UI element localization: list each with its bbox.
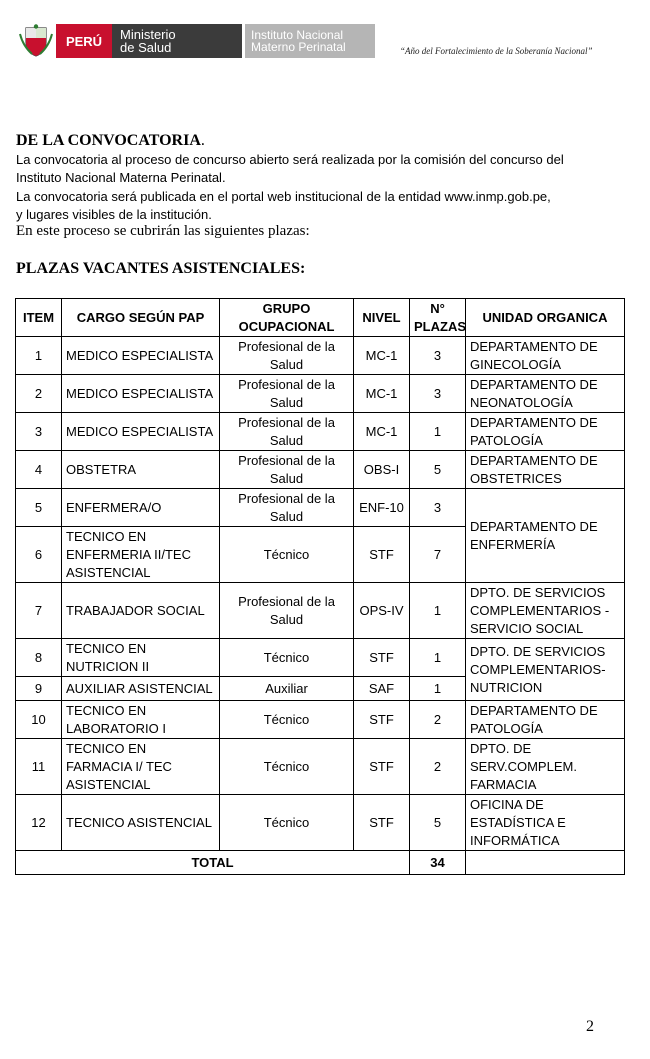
cell-plazas: 1 [410, 639, 466, 677]
cell-grupo: Profesional de la Salud [220, 413, 354, 451]
cell-unidad: DPTO. DE SERVICIOS COMPLEMENTARIOS - SERVICIO SOCIAL [466, 583, 625, 639]
cell-cargo: AUXILIAR ASISTENCIAL [62, 677, 220, 701]
cell-item: 11 [16, 739, 62, 795]
cell-unidad: DPTO. DE SERVICIOS COMPLEMENTARIOS- NUTRICION [466, 639, 625, 701]
paragraph-line-1: La convocatoria al proceso de concurso abierto será realizada por la comisión del concurso del [16, 152, 564, 167]
total-label: TOTAL [16, 851, 410, 875]
cell-plazas: 3 [410, 375, 466, 413]
cell-nivel: MC-1 [354, 375, 410, 413]
cell-nivel: STF [354, 739, 410, 795]
table-row [16, 337, 625, 375]
cell-plazas: 5 [410, 795, 466, 851]
total-empty-cell [466, 851, 625, 875]
cell-item: 2 [16, 375, 62, 413]
page-header [18, 24, 638, 58]
cell-grupo: Técnico [220, 795, 354, 851]
cell-cargo: TECNICO EN FARMACIA I/ TEC ASISTENCIAL [62, 739, 220, 795]
cell-unidad: DEPARTAMENTO DE OBSTETRICES [466, 451, 625, 489]
cell-plazas: 2 [410, 739, 466, 795]
cell-plazas: 3 [410, 489, 466, 527]
cell-plazas: 5 [410, 451, 466, 489]
cell-grupo: Profesional de la Salud [220, 337, 354, 375]
table-row [16, 583, 625, 639]
cell-nivel: STF [354, 701, 410, 739]
cell-unidad: DEPARTAMENTO DE ENFERMERÍA [466, 489, 625, 583]
header-plazas: N° PLAZAS [410, 299, 466, 337]
cell-grupo: Profesional de la Salud [220, 583, 354, 639]
cell-plazas: 1 [410, 583, 466, 639]
cell-item: 10 [16, 701, 62, 739]
cell-grupo: Técnico [220, 739, 354, 795]
cell-grupo: Técnico [220, 701, 354, 739]
cell-item: 7 [16, 583, 62, 639]
cell-unidad: DEPARTAMENTO DE PATOLOGÍA [466, 701, 625, 739]
total-value: 34 [410, 851, 466, 875]
cell-cargo: MEDICO ESPECIALISTA [62, 375, 220, 413]
cell-nivel: STF [354, 639, 410, 677]
logo-country-text: PERÚ [65, 33, 103, 49]
cell-nivel: ENF-10 [354, 489, 410, 527]
cell-unidad: DEPARTAMENTO DE PATOLOGÍA [466, 413, 625, 451]
cell-cargo: TECNICO ASISTENCIAL [62, 795, 220, 851]
cell-grupo: Profesional de la Salud [220, 375, 354, 413]
minsa-logo [112, 24, 242, 58]
cell-cargo: TECNICO EN ENFERMERIA II/TEC ASISTENCIAL [62, 527, 220, 583]
cell-item: 12 [16, 795, 62, 851]
table-header-row [16, 299, 625, 337]
paragraph-serif-line: En este proceso se cubrirán las siguientes plazas: [16, 223, 310, 239]
cell-nivel: STF [354, 527, 410, 583]
cell-nivel: MC-1 [354, 337, 410, 375]
cell-plazas: 3 [410, 337, 466, 375]
vacancies-table [15, 298, 625, 875]
peru-logo [56, 24, 112, 58]
header-grupo: GRUPO OCUPACIONAL [220, 299, 354, 337]
header-cargo: CARGO SEGÚN PAP [62, 299, 220, 337]
cell-plazas: 1 [410, 677, 466, 701]
cell-item: 5 [16, 489, 62, 527]
cell-nivel: MC-1 [354, 413, 410, 451]
cell-nivel: SAF [354, 677, 410, 701]
coat-of-arms-icon [18, 24, 54, 58]
logo-institute-line1: Instituto Nacional [251, 28, 344, 42]
cell-unidad: DEPARTAMENTO DE NEONATOLOGÍA [466, 375, 625, 413]
page-number: 2 [586, 1018, 594, 1035]
header-unidad: UNIDAD ORGANICA [466, 299, 625, 337]
cell-nivel: OBS-I [354, 451, 410, 489]
cell-cargo: TECNICO EN NUTRICION II [62, 639, 220, 677]
paragraph-line-3: La convocatoria será publicada en el portal web institucional de la entidad www.inmp.gob.pe, [16, 189, 551, 204]
cell-item: 1 [16, 337, 62, 375]
table-title: PLAZAS VACANTES ASISTENCIALES: [16, 260, 306, 277]
cell-item: 8 [16, 639, 62, 677]
logo-ministry-line2: de Salud [120, 40, 172, 55]
cell-cargo: OBSTETRA [62, 451, 220, 489]
cell-grupo: Profesional de la Salud [220, 451, 354, 489]
cell-item: 9 [16, 677, 62, 701]
logo-institute-line2: Materno Perinatal [251, 40, 346, 54]
cell-unidad: DEPARTAMENTO DE GINECOLOGÍA [466, 337, 625, 375]
table-total-row [16, 851, 625, 875]
cell-plazas: 1 [410, 413, 466, 451]
paragraph-line-4: y lugares visibles de la institución. [16, 207, 212, 222]
cell-item: 4 [16, 451, 62, 489]
header-nivel: NIVEL [354, 299, 410, 337]
cell-cargo: TRABAJADOR SOCIAL [62, 583, 220, 639]
table-row [16, 413, 625, 451]
cell-plazas: 7 [410, 527, 466, 583]
table-row [16, 739, 625, 795]
section-title-text: DE LA CONVOCATORIA [16, 132, 201, 149]
cell-cargo: MEDICO ESPECIALISTA [62, 413, 220, 451]
cell-grupo: Técnico [220, 639, 354, 677]
cell-grupo: Profesional de la Salud [220, 489, 354, 527]
section-title [16, 132, 205, 150]
header-slogan: “Año del Fortalecimiento de la Soberanía Nacional” [400, 46, 593, 56]
logo-ministry-line1: Ministerio [120, 27, 176, 42]
table-row [16, 375, 625, 413]
paragraph-line-2: Instituto Nacional Materna Perinatal. [16, 170, 226, 185]
table-row [16, 451, 625, 489]
table-row [16, 489, 625, 527]
cell-item: 3 [16, 413, 62, 451]
cell-nivel: STF [354, 795, 410, 851]
table-row [16, 701, 625, 739]
cell-grupo: Técnico [220, 527, 354, 583]
table-row [16, 639, 625, 677]
cell-item: 6 [16, 527, 62, 583]
header-item: ITEM [16, 299, 62, 337]
section-title-suffix: . [200, 132, 205, 149]
inmp-logo [245, 24, 375, 58]
table-row [16, 795, 625, 851]
cell-cargo: TECNICO EN LABORATORIO I [62, 701, 220, 739]
cell-unidad: OFICINA DE ESTADÍSTICA E INFORMÁTICA [466, 795, 625, 851]
cell-unidad: DPTO. DE SERV.COMPLEM. FARMACIA [466, 739, 625, 795]
cell-cargo: ENFERMERA/O [62, 489, 220, 527]
cell-grupo: Auxiliar [220, 677, 354, 701]
cell-nivel: OPS-IV [354, 583, 410, 639]
cell-plazas: 2 [410, 701, 466, 739]
cell-cargo: MEDICO ESPECIALISTA [62, 337, 220, 375]
